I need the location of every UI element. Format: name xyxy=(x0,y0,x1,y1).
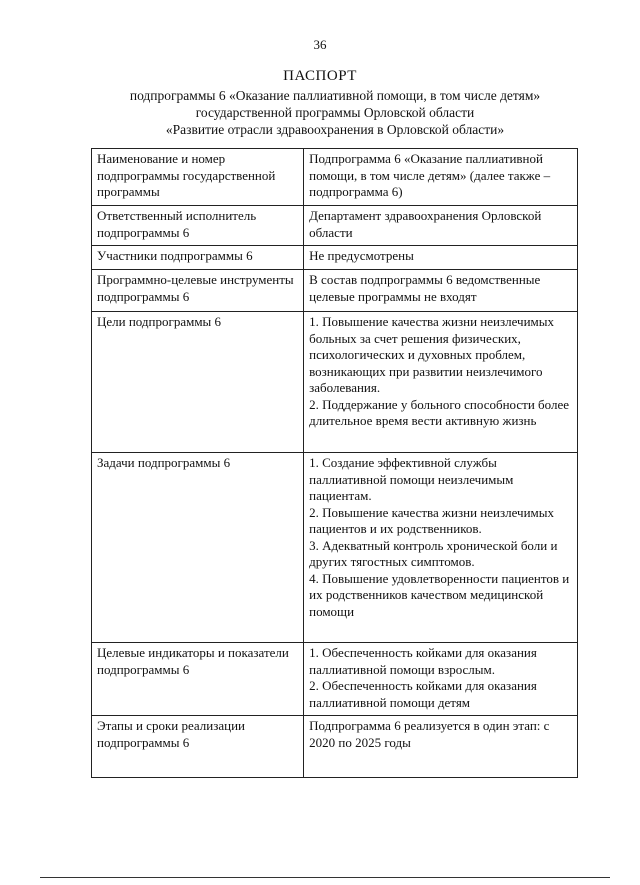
row-label: Программно-целевые инструменты подпрограммы 6 xyxy=(92,270,304,312)
row-value xyxy=(304,149,578,206)
row-label: Задачи подпрограммы 6 xyxy=(92,453,304,643)
row-value xyxy=(304,246,578,270)
table-row xyxy=(92,716,578,778)
value-line: 2. Повышение качества жизни неизлечимых пациентов и их родственников. xyxy=(309,504,554,536)
value-line: 2. Обеспеченность койками для оказания паллиативной помощи детям xyxy=(309,678,537,710)
row-value xyxy=(304,206,578,246)
row-label: Наименование и номер подпрограммы государственной программы xyxy=(92,149,304,206)
document-subtitle xyxy=(60,87,610,138)
page-number: 36 xyxy=(313,37,327,52)
value-line: Не предусмотрены xyxy=(309,248,414,263)
passport-table xyxy=(91,148,578,778)
subtitle-line: подпрограммы 6 «Оказание паллиативной помощи, в том числе детям» xyxy=(129,88,541,103)
value-line: В состав подпрограммы 6 ведомственные целевые программы не входят xyxy=(309,272,541,304)
value-line: 1. Обеспеченность койками для оказания паллиативной помощи взрослым. xyxy=(309,645,537,677)
row-label: Участники подпрограммы 6 xyxy=(92,246,304,270)
row-value xyxy=(304,312,578,453)
row-label: Цели подпрограммы 6 xyxy=(92,312,304,453)
table-row xyxy=(92,270,578,312)
row-value xyxy=(304,643,578,716)
row-value xyxy=(304,716,578,778)
table-row xyxy=(92,453,578,643)
value-line: Подпрограмма 6 «Оказание паллиативной помощи, в том числе детям» (далее также – подпрограмма 6) xyxy=(309,151,551,199)
table-row xyxy=(92,643,578,716)
value-line: 4. Повышение удовлетворенности пациентов и их родственников качеством медицинской помощи xyxy=(309,570,570,619)
table-row xyxy=(92,312,578,453)
row-value xyxy=(304,270,578,312)
row-label: Этапы и сроки реализации подпрограммы 6 xyxy=(92,716,304,778)
subtitle-line: государственной программы Орловской области xyxy=(195,105,475,120)
row-label: Ответственный исполнитель подпрограммы 6 xyxy=(92,206,304,246)
value-line: 1. Создание эффективной службы паллиативной помощи неизлечимым пациентам. xyxy=(309,455,514,503)
page-title: ПАСПОРТ xyxy=(283,68,357,84)
value-line: 1. Повышение качества жизни неизлечимых больных за счет решения физических, психологических и духовных проблем, возникающих при развитии неизлечимого заболевания. xyxy=(309,314,554,395)
table-row xyxy=(92,149,578,206)
value-line: Подпрограмма 6 реализуется в один этап: с 2020 по 2025 годы xyxy=(309,718,550,750)
value-line: Департамент здравоохранения Орловской области xyxy=(309,208,542,240)
value-line: 2. Поддержание у больного способности более длительное время вести активную жизнь xyxy=(309,396,569,428)
table-row xyxy=(92,206,578,246)
value-line: 3. Адекватный контроль хронической боли и других тягостных симптомов. xyxy=(309,537,558,569)
page-divider xyxy=(40,877,610,878)
table-row xyxy=(92,246,578,270)
subtitle-line: «Развитие отрасли здравоохранения в Орловской области» xyxy=(165,122,505,137)
row-label: Целевые индикаторы и показатели подпрограммы 6 xyxy=(92,643,304,716)
row-value xyxy=(304,453,578,643)
